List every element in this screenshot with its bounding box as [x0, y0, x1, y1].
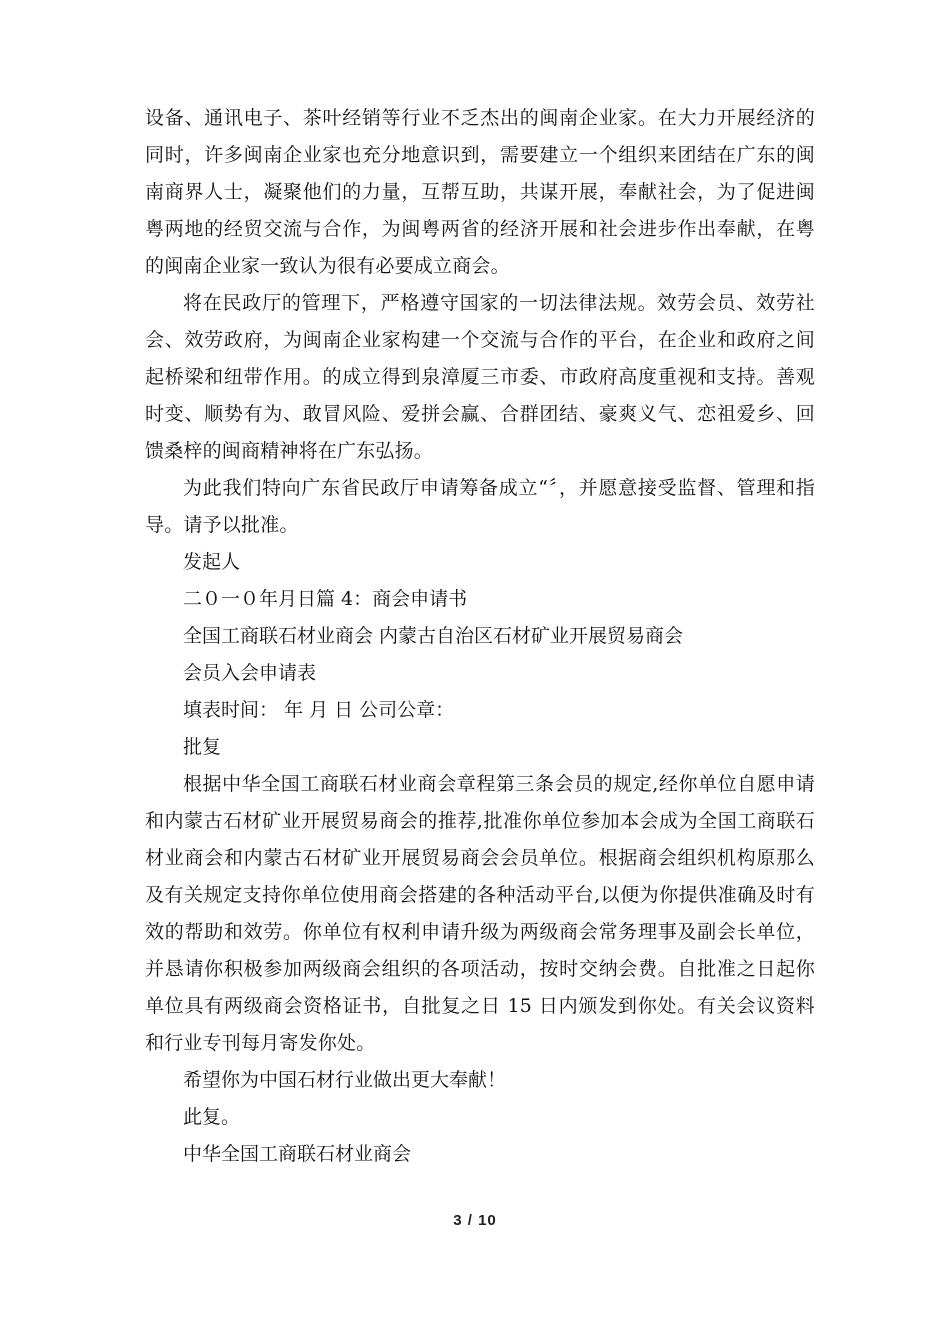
paragraph-continuation: 设备、通讯电子、茶叶经销等行业不乏杰出的闽南企业家。在大力开展经济的同时，许多闽南企业家也充分地意识到，需要建立一个组织来团结在广东的闽南商界人士，凝聚他们的力量，互帮互助，共谋开展，奉献社会，为了促进闽粤两地的经贸交流与合作，为闽粤两省的经济开展和社会进步作出奉献，在粤的闽南企业家一致认为很有必要成立商会。 — [145, 107, 815, 277]
paragraph-management: 将在民政厅的管理下，严格遵守国家的一切法律法规。效劳会员、效劳社会、效劳政府，为闽南企业家构建一个交流与合作的平台，在企业和政府之间起桥梁和纽带作用。的成立得到泉漳厦三市委、市政府高度重视和支持。善观时变、顺势有为、敢冒风险、爱拼会赢、合群团结、豪爽义气、恋祖爱乡、回馈桑梓的闽商精神将在广东弘扬。 — [145, 292, 815, 462]
chamber-names-line: 全国工商联石材业商会 内蒙古自治区石材矿业开展贸易商会 — [183, 625, 684, 647]
page-number-indicator: 3 / 10 — [453, 1212, 497, 1229]
initiator-line: 发起人 — [183, 551, 241, 573]
paragraph-approval: 根据中华全国工商联石材业商会章程第三条会员的规定,经你单位自愿申请和内蒙古石材矿业开展贸易商会的推荐,批准你单位参加本会成为全国工商联石材业商会和内蒙古石材矿业开展贸易商会会员单位。根据商会组织机构原那么及有关规定支持你单位使用商会搭建的各种活动平台,以便为你提供准确及时有效的帮助和效劳。你单位有权利申请升级为两级商会常务理事及副会长单位，并恳请你积极参加两级商会组织的各项活动，按时交纳会费。自批准之日起你单位具有两级商会资格证书，自批复之日 15 日内颁发到你处。有关会议资料和行业专刊每月寄发你处。 — [145, 773, 815, 1054]
document-body — [145, 100, 815, 1173]
signature-org-line: 中华全国工商联石材业商会 — [183, 1143, 412, 1165]
paragraph-request: 为此我们特向广东省民政厅申请筹备成立“〞，并愿意接受监督、管理和指导。请予以批准。 — [145, 477, 815, 536]
form-title-line: 会员入会申请表 — [183, 662, 317, 684]
date-heading-line: 二０一０年月日篇 4：商会申请书 — [183, 588, 468, 610]
reply-heading: 批复 — [183, 736, 222, 758]
hope-line: 希望你为中国石材行业做出更大奉献！ — [183, 1069, 507, 1091]
closing-line: 此复。 — [183, 1106, 241, 1128]
fill-time-line: 填表时间： 年 月 日 公司公章： — [183, 699, 455, 721]
